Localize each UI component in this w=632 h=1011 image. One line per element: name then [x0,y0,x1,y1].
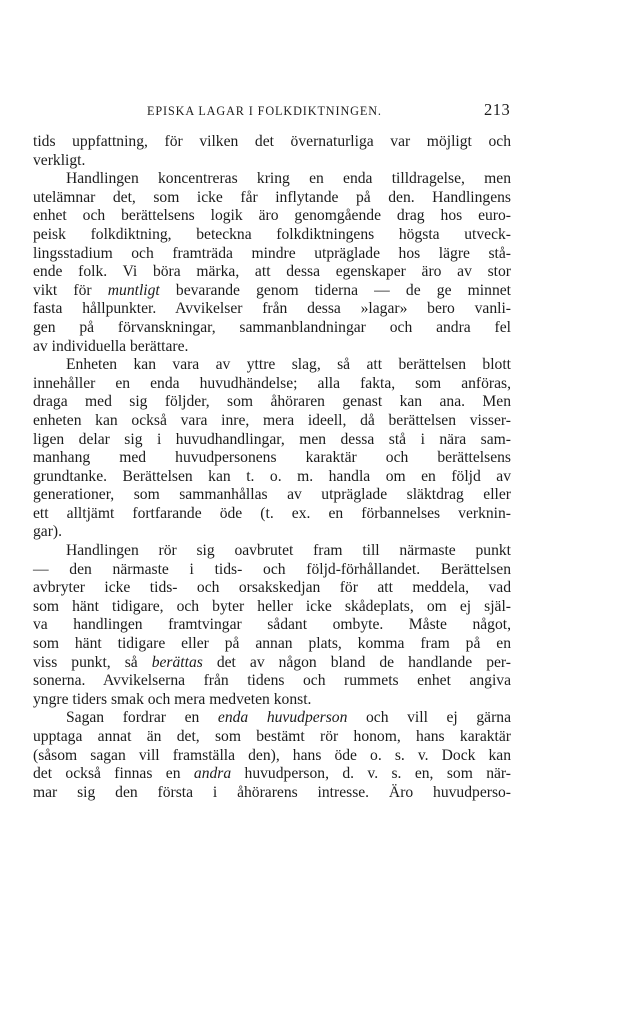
text-line: manhang med huvudpersonens karaktär och berättelsens [33,449,511,467]
text-run: huvudperson, d. v. s. en, som när- [231,765,511,783]
page-number: 213 [484,100,511,119]
text-line: som hänt tidigare, och byter heller icke skådeplats, om ej själ- [33,597,511,615]
text-line: grundtanke. Berättelsen kan t. o. m. handla om en följd av [33,467,511,485]
text-line: — den närmaste i tids- och följd-förhållandet. Berättelsen [33,560,511,578]
text-line: ende folk. Vi böra märka, att dessa egenskaper äro av stor [33,263,511,281]
text-line: av individuella berättare. [33,337,189,355]
text-run: bevarande genom tiderna — de ge minnet [159,281,511,299]
text-line: som hänt tidigare eller på annan plats, komma fram på en [33,635,511,653]
text-line: yngre tiders smak och mera medveten konst. [33,690,312,708]
text-line: gen på förvanskningar, sammanblandningar och andra fel [33,318,511,336]
text-line [33,765,511,784]
text-line: draga med sig följder, som åhöraren genast kan ana. Men [33,393,511,411]
text-line: va handlingen framtvingar sådant ombyte. Måste något, [33,616,511,634]
text-line: verkligt. [33,151,86,169]
text-line [33,709,511,728]
text-line: Enheten kan vara av yttre slag, så att berättelsen blott [66,356,511,374]
text-run: det också finnas en [33,765,194,783]
running-head: EPISKA LAGAR I FOLKDIKTNINGEN. [147,104,382,118]
text-run: det av någon bland de handlande per- [202,653,511,671]
emphasis-text: enda huvudperson [217,709,348,727]
text-run: viss punkt, så [33,653,152,671]
text-line: (såsom sagan vill framställa den), hans öde o. s. v. Dock kan [33,746,511,764]
text-line: sonerna. Avvikelserna från tidens och rummets enhet angiva [33,672,511,690]
text-line: Handlingen rör sig oavbrutet fram till närmaste punkt [66,542,511,560]
text-line: enhet och berättelsens logik äro genomgående drag hos euro- [33,207,511,225]
emphasis-text: berättas [151,653,203,671]
text-run: Sagan fordrar en [66,709,218,727]
text-line: innehåller en enda huvudhändelse; alla fakta, som anföras, [33,374,511,392]
text-line: generationer, som sammanhållas av utpräglade släktdrag eller [33,486,511,504]
text-run: vikt för [33,281,108,299]
text-line: enheten kan också vara inre, mera ideell, då berättelsen visser- [33,411,511,429]
text-line: upptaga annat än det, som bestämt rör honom, hans karaktär [33,728,511,745]
text-line: ett alltjämt fortfarande öde (t. ex. en förbannelses verknin- [33,504,511,522]
emphasis-text: muntligt [107,281,160,299]
text-line: ligen delar sig i huvudhandlingar, men dessa stå i nära sam- [33,430,511,448]
text-line [33,282,511,301]
text-line: utelämnar det, som icke får inflytande på den. Handlingens [33,188,511,206]
text-line [33,654,511,673]
text-line: peisk folkdiktning, beteckna folkdiktningens högsta utveck- [33,225,511,243]
body-text [33,133,511,802]
text-line: mar sig den första i åhörarens intresse. Äro huvudperso- [33,783,511,801]
text-line: tids uppfattning, för vilken det övernaturliga var möjligt och [33,133,511,150]
emphasis-text: andra [193,765,232,783]
text-line: gar). [33,523,63,541]
text-line: Handlingen koncentreras kring en enda tilldragelse, men [66,170,511,188]
text-run: och vill ej gärna [347,709,511,727]
text-line: avbryter icke tids- och orsakskedjan för att meddela, vad [33,579,511,597]
text-line: lingsstadium och framträda mindre utpräglade hos lägre stå- [33,244,511,262]
text-line: fasta hållpunkter. Avvikelser från dessa »lagar» bero vanli- [33,300,511,318]
